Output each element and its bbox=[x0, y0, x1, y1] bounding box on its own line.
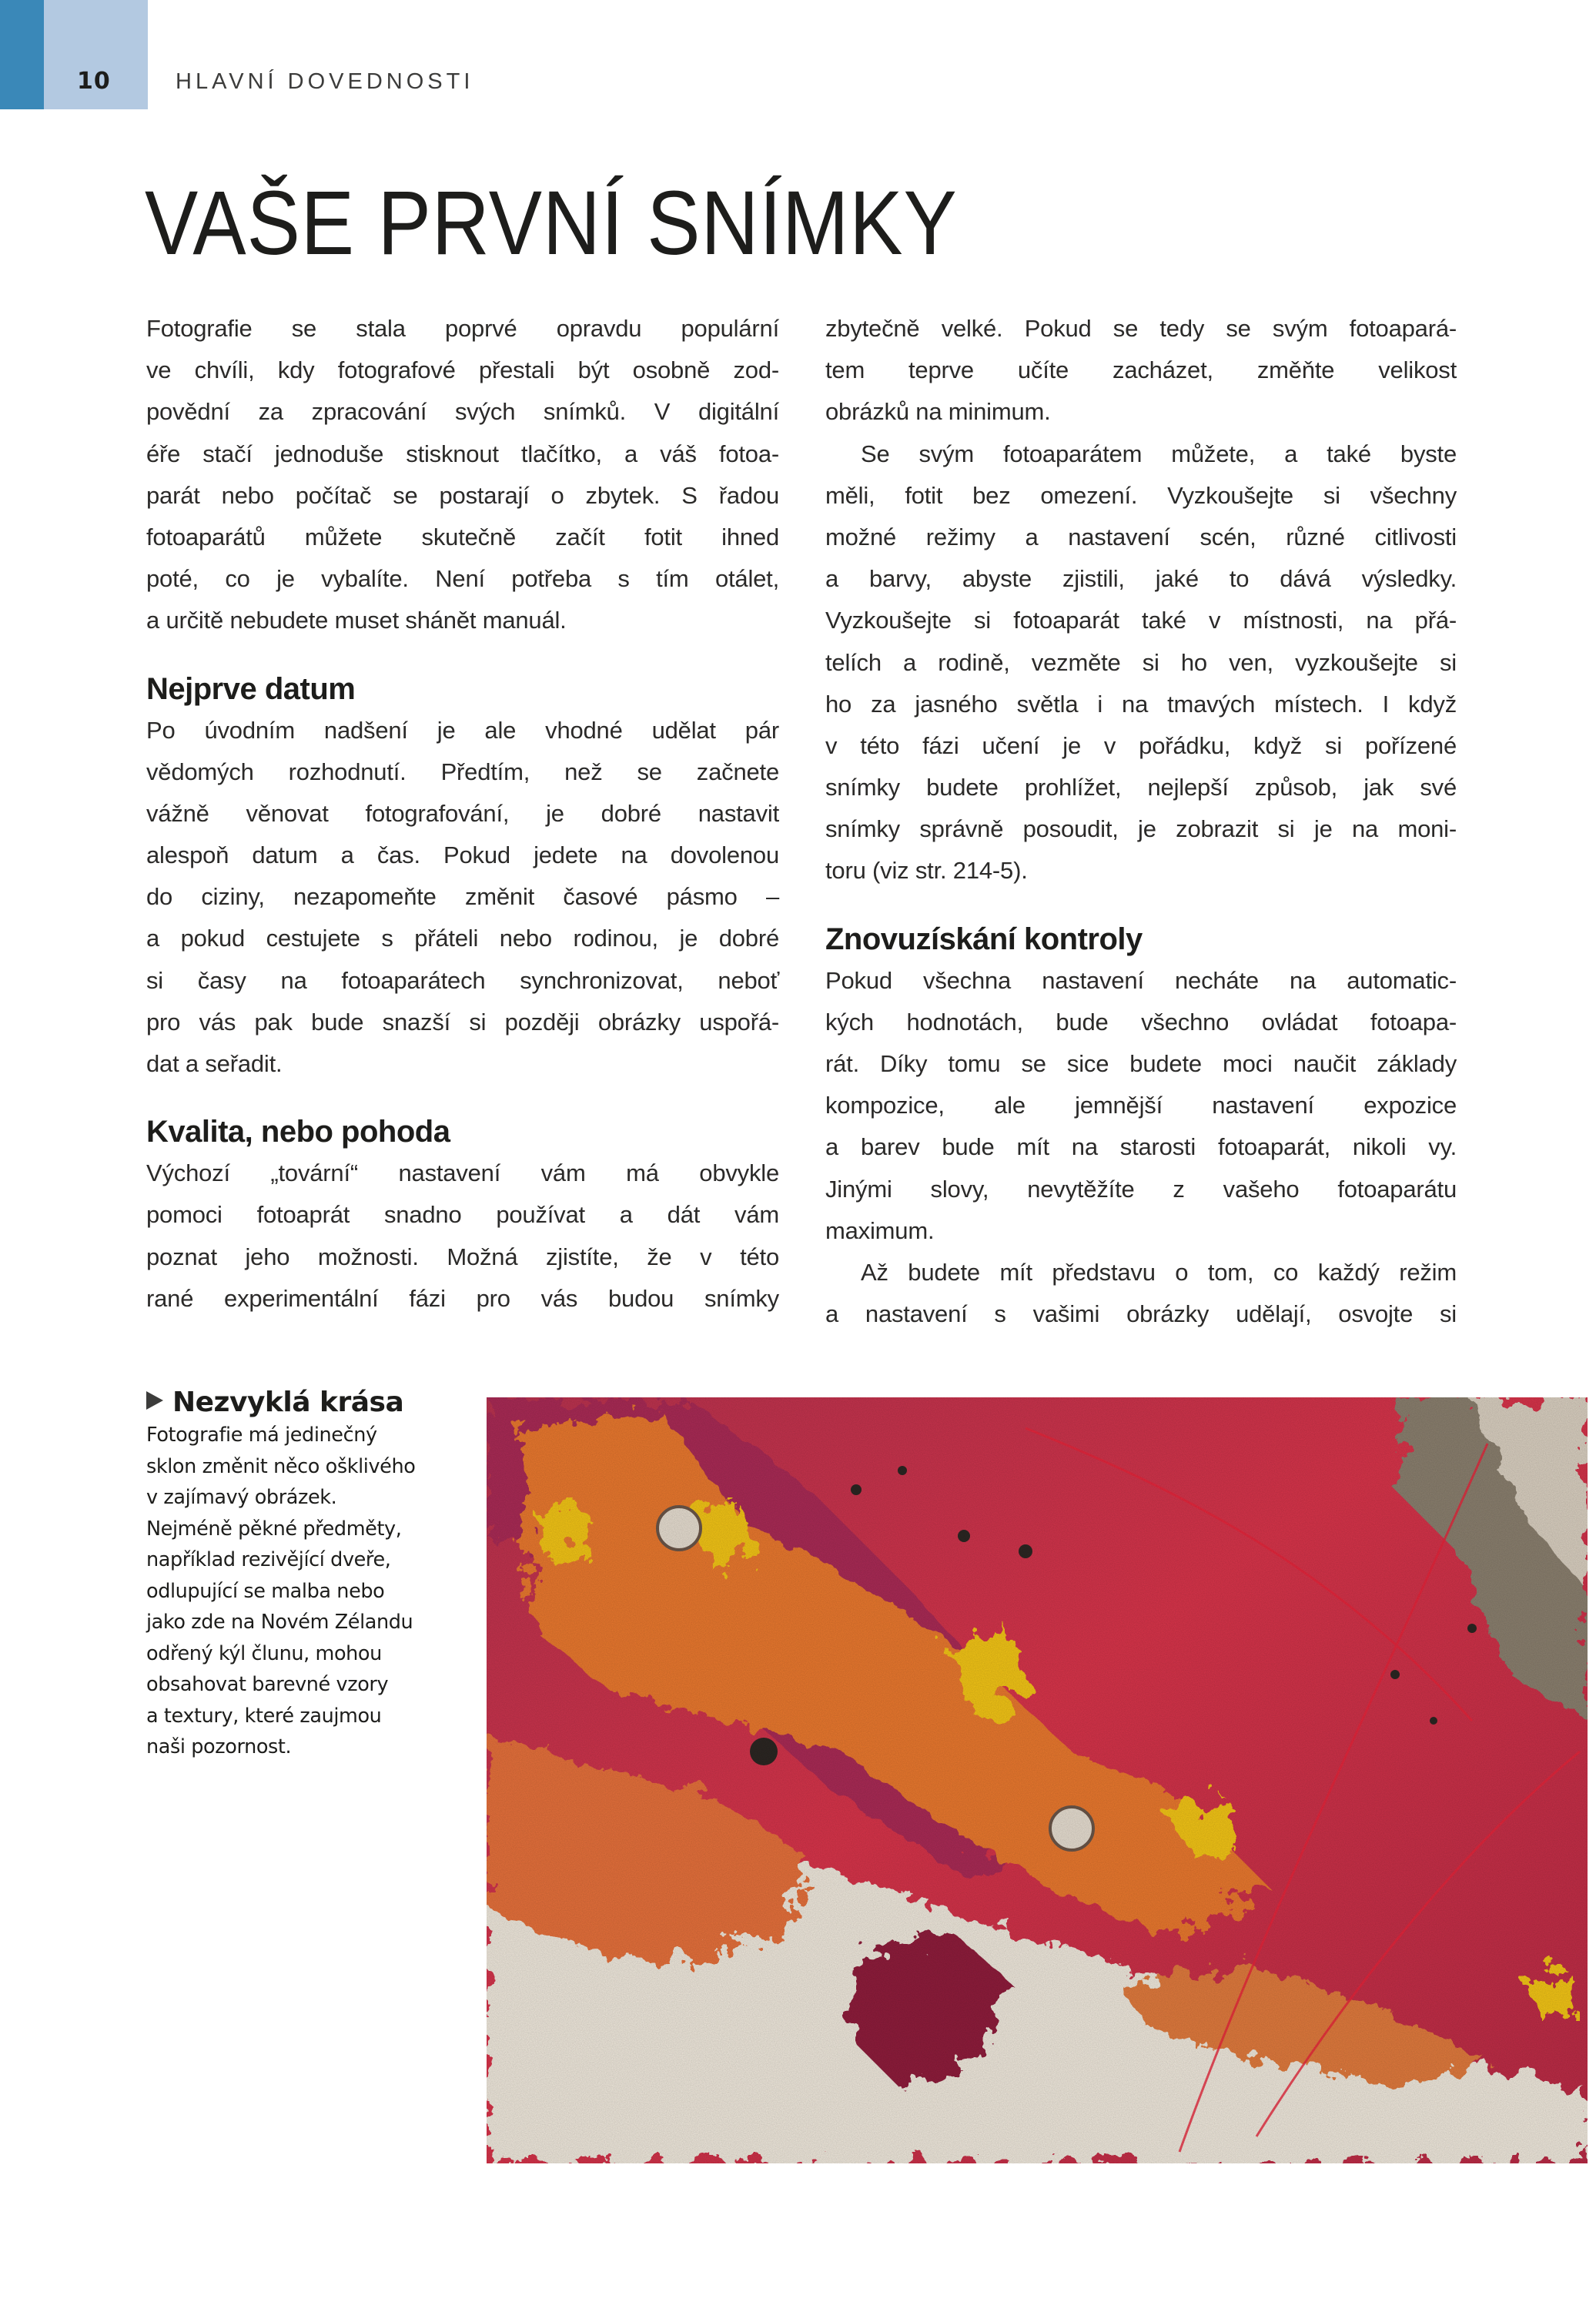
caption-line: odlupující se malba nebo bbox=[146, 1579, 385, 1603]
text-line: dat a seřadit. bbox=[146, 1050, 283, 1077]
text-line: možné režimy a nastavení scén, různé citlivosti bbox=[825, 523, 1457, 550]
text-line: alespoň datum a čas. Pokud jedete na dovolenou bbox=[146, 841, 779, 869]
text-line: zbytečně velké. Pokud se tedy se svým fotoapará- bbox=[825, 315, 1457, 342]
section3-paragraph bbox=[825, 960, 1457, 1252]
section-heading-kvalita: Kvalita, nebo pohoda bbox=[146, 1115, 450, 1149]
text-line: snímky správně posoudit, je zobrazit si je na moni- bbox=[825, 815, 1457, 843]
text-line: parát nebo počítač se postarají o zbytek. S řadou bbox=[146, 481, 779, 509]
header-tab-dark bbox=[0, 0, 44, 109]
paragraph-4 bbox=[825, 1252, 1457, 1335]
paragraph-2 bbox=[825, 433, 1457, 892]
caption-body bbox=[146, 1420, 462, 1763]
text-line: toru (viz str. 214-5). bbox=[825, 857, 1028, 885]
caption-line: Nejméně pěkné předměty, bbox=[146, 1517, 402, 1541]
text-line: rát. Díky tomu se sice budete moci naučit základy bbox=[825, 1050, 1457, 1077]
caption-line: naši pozornost. bbox=[146, 1735, 292, 1758]
text-line: Výchozí „tovární“ nastavení vám má obvykle bbox=[146, 1159, 779, 1187]
caption-line: a textury, které zaujmou bbox=[146, 1704, 382, 1728]
right-column bbox=[825, 308, 1457, 1335]
page-number: 10 bbox=[77, 68, 111, 95]
photo-peeling-paint bbox=[487, 1397, 1588, 2163]
section1-paragraph bbox=[146, 710, 779, 1086]
text-line: měli, fotit bez omezení. Vyzkoušejte si všechny bbox=[825, 481, 1457, 509]
text-line: Až budete mít představu o tom, co každý režim bbox=[861, 1258, 1457, 1286]
page-title: VAŠE PRVNÍ SNÍMKY bbox=[145, 172, 958, 274]
text-line: vědomých rozhodnutí. Předtím, než se začnete bbox=[146, 758, 779, 785]
text-line: tem teprve učíte zacházet, změňte velikost bbox=[825, 356, 1457, 384]
text-line: si časy na fotoaparátech synchronizovat, neboť bbox=[146, 966, 779, 994]
running-head: HLAVNÍ DOVEDNOSTI bbox=[176, 69, 474, 94]
left-column bbox=[146, 308, 779, 1320]
text-line: do ciziny, nezapomeňte změnit časové pásmo – bbox=[146, 883, 779, 911]
text-line: Fotografie se stala poprvé opravdu populární bbox=[146, 315, 779, 342]
text-line: pomoci fotoaprát snadno používat a dát vám bbox=[146, 1201, 779, 1229]
section2-paragraph bbox=[146, 1153, 779, 1320]
text-line: a barvy, abyste zjistili, jaké to dává výsledky. bbox=[825, 565, 1457, 593]
triangle-right-icon bbox=[146, 1391, 163, 1410]
photo-image bbox=[487, 1397, 1588, 2163]
text-line: poznat jeho možnosti. Možná zjistíte, že v této bbox=[146, 1243, 779, 1270]
text-line: maximum. bbox=[825, 1216, 935, 1244]
text-line: rané experimentální fázi pro vás budou snímky bbox=[146, 1284, 779, 1312]
text-line: kých hodnotách, bude všechno ovládat fotoapa- bbox=[825, 1008, 1457, 1036]
caption-line: jako zde na Novém Zélandu bbox=[146, 1611, 413, 1634]
text-line: a určitě nebudete muset shánět manuál. bbox=[146, 607, 567, 634]
section-heading-znovuziskani: Znovuzískání kontroly bbox=[825, 922, 1143, 956]
text-line: Jinými slovy, nevytěžíte z vašeho fotoaparátu bbox=[825, 1175, 1457, 1203]
caption-title bbox=[146, 1386, 462, 1420]
intro-paragraph bbox=[146, 308, 779, 642]
caption-line: v zajímavý obrázek. bbox=[146, 1486, 337, 1509]
text-line: telích a rodině, vezměte si ho ven, vyzkoušejte si bbox=[825, 648, 1457, 676]
text-line: snímky budete prohlížet, nejlepší způsob, jak své bbox=[825, 774, 1457, 801]
text-line: ve chvíli, kdy fotografové přestali být osobně zod- bbox=[146, 356, 779, 384]
caption-line: odřený kýl člunu, mohou bbox=[146, 1641, 382, 1665]
caption-line: sklon změnit něco ošklivého bbox=[146, 1454, 416, 1478]
text-line: povědní za zpracování svých snímků. V digitální bbox=[146, 398, 779, 426]
text-line: Se svým fotoaparátem můžete, a také byste bbox=[861, 440, 1457, 467]
text-line: a barev bude mít na starosti fotoaparát, nikoli vy. bbox=[825, 1133, 1457, 1161]
caption-line: obsahovat barevné vzory bbox=[146, 1673, 389, 1696]
text-line: pro vás pak bude snazší si později obrázky uspořá- bbox=[146, 1008, 779, 1036]
section-heading-nejprve-datum: Nejprve datum bbox=[146, 671, 356, 706]
caption-line: Fotografie má jedinečný bbox=[146, 1424, 377, 1447]
text-line: vážně věnovat fotografování, je dobré nastavit bbox=[146, 799, 779, 827]
photo-grain bbox=[487, 1397, 1588, 2163]
text-line: éře stačí jednoduše stisknout tlačítko, a váš fotoa- bbox=[146, 440, 779, 467]
text-line: ho za jasného světla i na tmavých místech. I když bbox=[825, 690, 1457, 718]
text-line: a nastavení s vašimi obrázky udělají, osvojte si bbox=[825, 1300, 1457, 1328]
text-line: Pokud všechna nastavení necháte na automatic- bbox=[825, 966, 1457, 994]
text-line: fotoaparátů můžete skutečně začít fotit ihned bbox=[146, 523, 779, 550]
text-line: v této fázi učení je v pořádku, když si pořízené bbox=[825, 731, 1457, 759]
text-line: poté, co je vybalíte. Není potřeba s tím otálet, bbox=[146, 565, 779, 593]
caption-title-text: Nezvyklá krása bbox=[172, 1387, 404, 1418]
text-line: obrázků na minimum. bbox=[825, 398, 1051, 426]
continued-paragraph bbox=[825, 308, 1457, 433]
photo-caption bbox=[146, 1386, 462, 1763]
text-line: Vyzkoušejte si fotoaparát také v místnosti, na přá- bbox=[825, 607, 1457, 634]
text-line: kompozice, ale jemnější nastavení expozice bbox=[825, 1092, 1457, 1119]
caption-line: například rezivějící dveře, bbox=[146, 1548, 391, 1571]
text-line: a pokud cestujete s přáteli nebo rodinou, je dobré bbox=[146, 925, 779, 952]
text-line: Po úvodním nadšení je ale vhodné udělat pár bbox=[146, 716, 779, 744]
